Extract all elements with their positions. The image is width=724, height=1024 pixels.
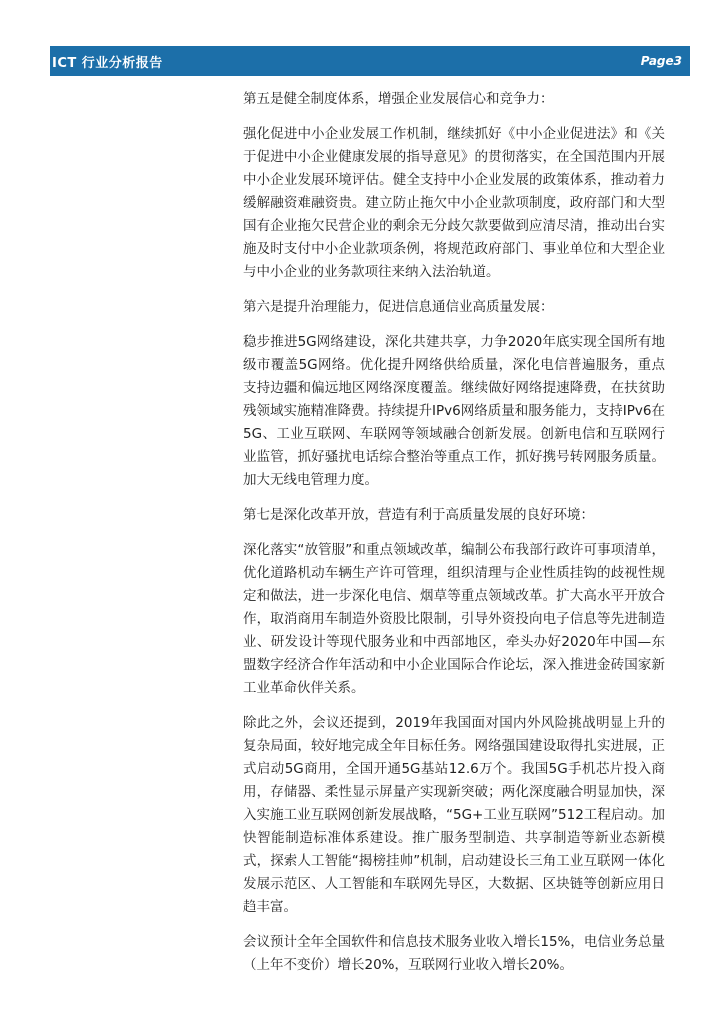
header-bar xyxy=(50,46,690,76)
section-heading-6: 第六是提升治理能力，促进信息通信业高质量发展： xyxy=(243,299,554,315)
section-paragraph-5: 强化促进中小企业发展工作机制，继续抓好《中小企业促进法》和《关于促进中小企业健康发展的指导意见》的贯彻落实，在全国范围内开展中小企业发展环境评估。健全支持中小企业发展的政策体系，推动着力缓解融资难融资贵。建立防止拖欠中小企业款项制度，政府部门和大型国有企业拖欠民营企业的剩余无分歧欠款要做到应清尽清，推动出台实施及时支付中小企业款项条例，将规范政府部门、事业单位和大型企业与中小企业的业务款项往来纳入法治轨道。 xyxy=(243,126,665,280)
page-number: Page3 xyxy=(640,54,682,68)
forecast-paragraph: 会议预计全年全国软件和信息技术服务业收入增长15%，电信业务总量（上年不变价）增长20%，互联网行业收入增长20%。 xyxy=(243,934,665,973)
document-body xyxy=(243,88,665,989)
section-heading-7: 第七是深化改革开放，营造有利于高质量发展的良好环境： xyxy=(243,507,594,523)
section-heading-5: 第五是健全制度体系，增强企业发展信心和竞争力： xyxy=(243,91,554,107)
section-paragraph-7: 深化落实“放管服”和重点领域改革，编制公布我部行政许可事项清单，优化道路机动车辆生产许可管理，组织清理与企业性质挂钩的歧视性规定和做法，进一步深化电信、烟草等重点领域改革。扩大高水平开放合作，取消商用车制造外资股比限制，引导外资投向电子信息等先进制造业、研发设计等现代服务业和中西部地区，牵头办好2020年中国—东盟数字经济合作年活动和中小企业国际合作论坛，深入推进金砖国家新工业革命伙伴关系。 xyxy=(243,542,665,696)
summary-paragraph: 除此之外，会议还提到，2019年我国面对国内外风险挑战明显上升的复杂局面，较好地完成全年目标任务。网络强国建设取得扎实进展，正式启动5G商用，全国开通5G基站12.6万个。我国5G手机芯片投入商用，存储器、柔性显示屏量产实现新突破；两化深度融合明显加快，深入实施工业互联网创新发展战略，“5G+工业互联网”512工程启动。加快智能制造标准体系建设。推广服务型制造、共享制造等新业态新模式，探索人工智能“揭榜挂帅”机制，启动建设长三角工业互联网一体化发展示范区、人工智能和车联网先导区，大数据、区块链等创新应用日趋丰富。 xyxy=(243,715,665,915)
section-paragraph-6: 稳步推进5G网络建设，深化共建共享，力争2020年底实现全国所有地级市覆盖5G网络。优化提升网络供给质量，深化电信普遍服务，重点支持边疆和偏远地区网络深度覆盖。继续做好网络提速降费，在扶贫助残领域实施精准降费。持续提升IPv6网络质量和服务能力，支持IPv6在5G、工业互联网、车联网等领域融合创新发展。创新电信和互联网行业监管，抓好骚扰电话综合整治等重点工作，抓好携号转网服务质量。加大无线电管理力度。 xyxy=(243,334,665,488)
report-title: ICT 行业分析报告 xyxy=(52,55,163,71)
